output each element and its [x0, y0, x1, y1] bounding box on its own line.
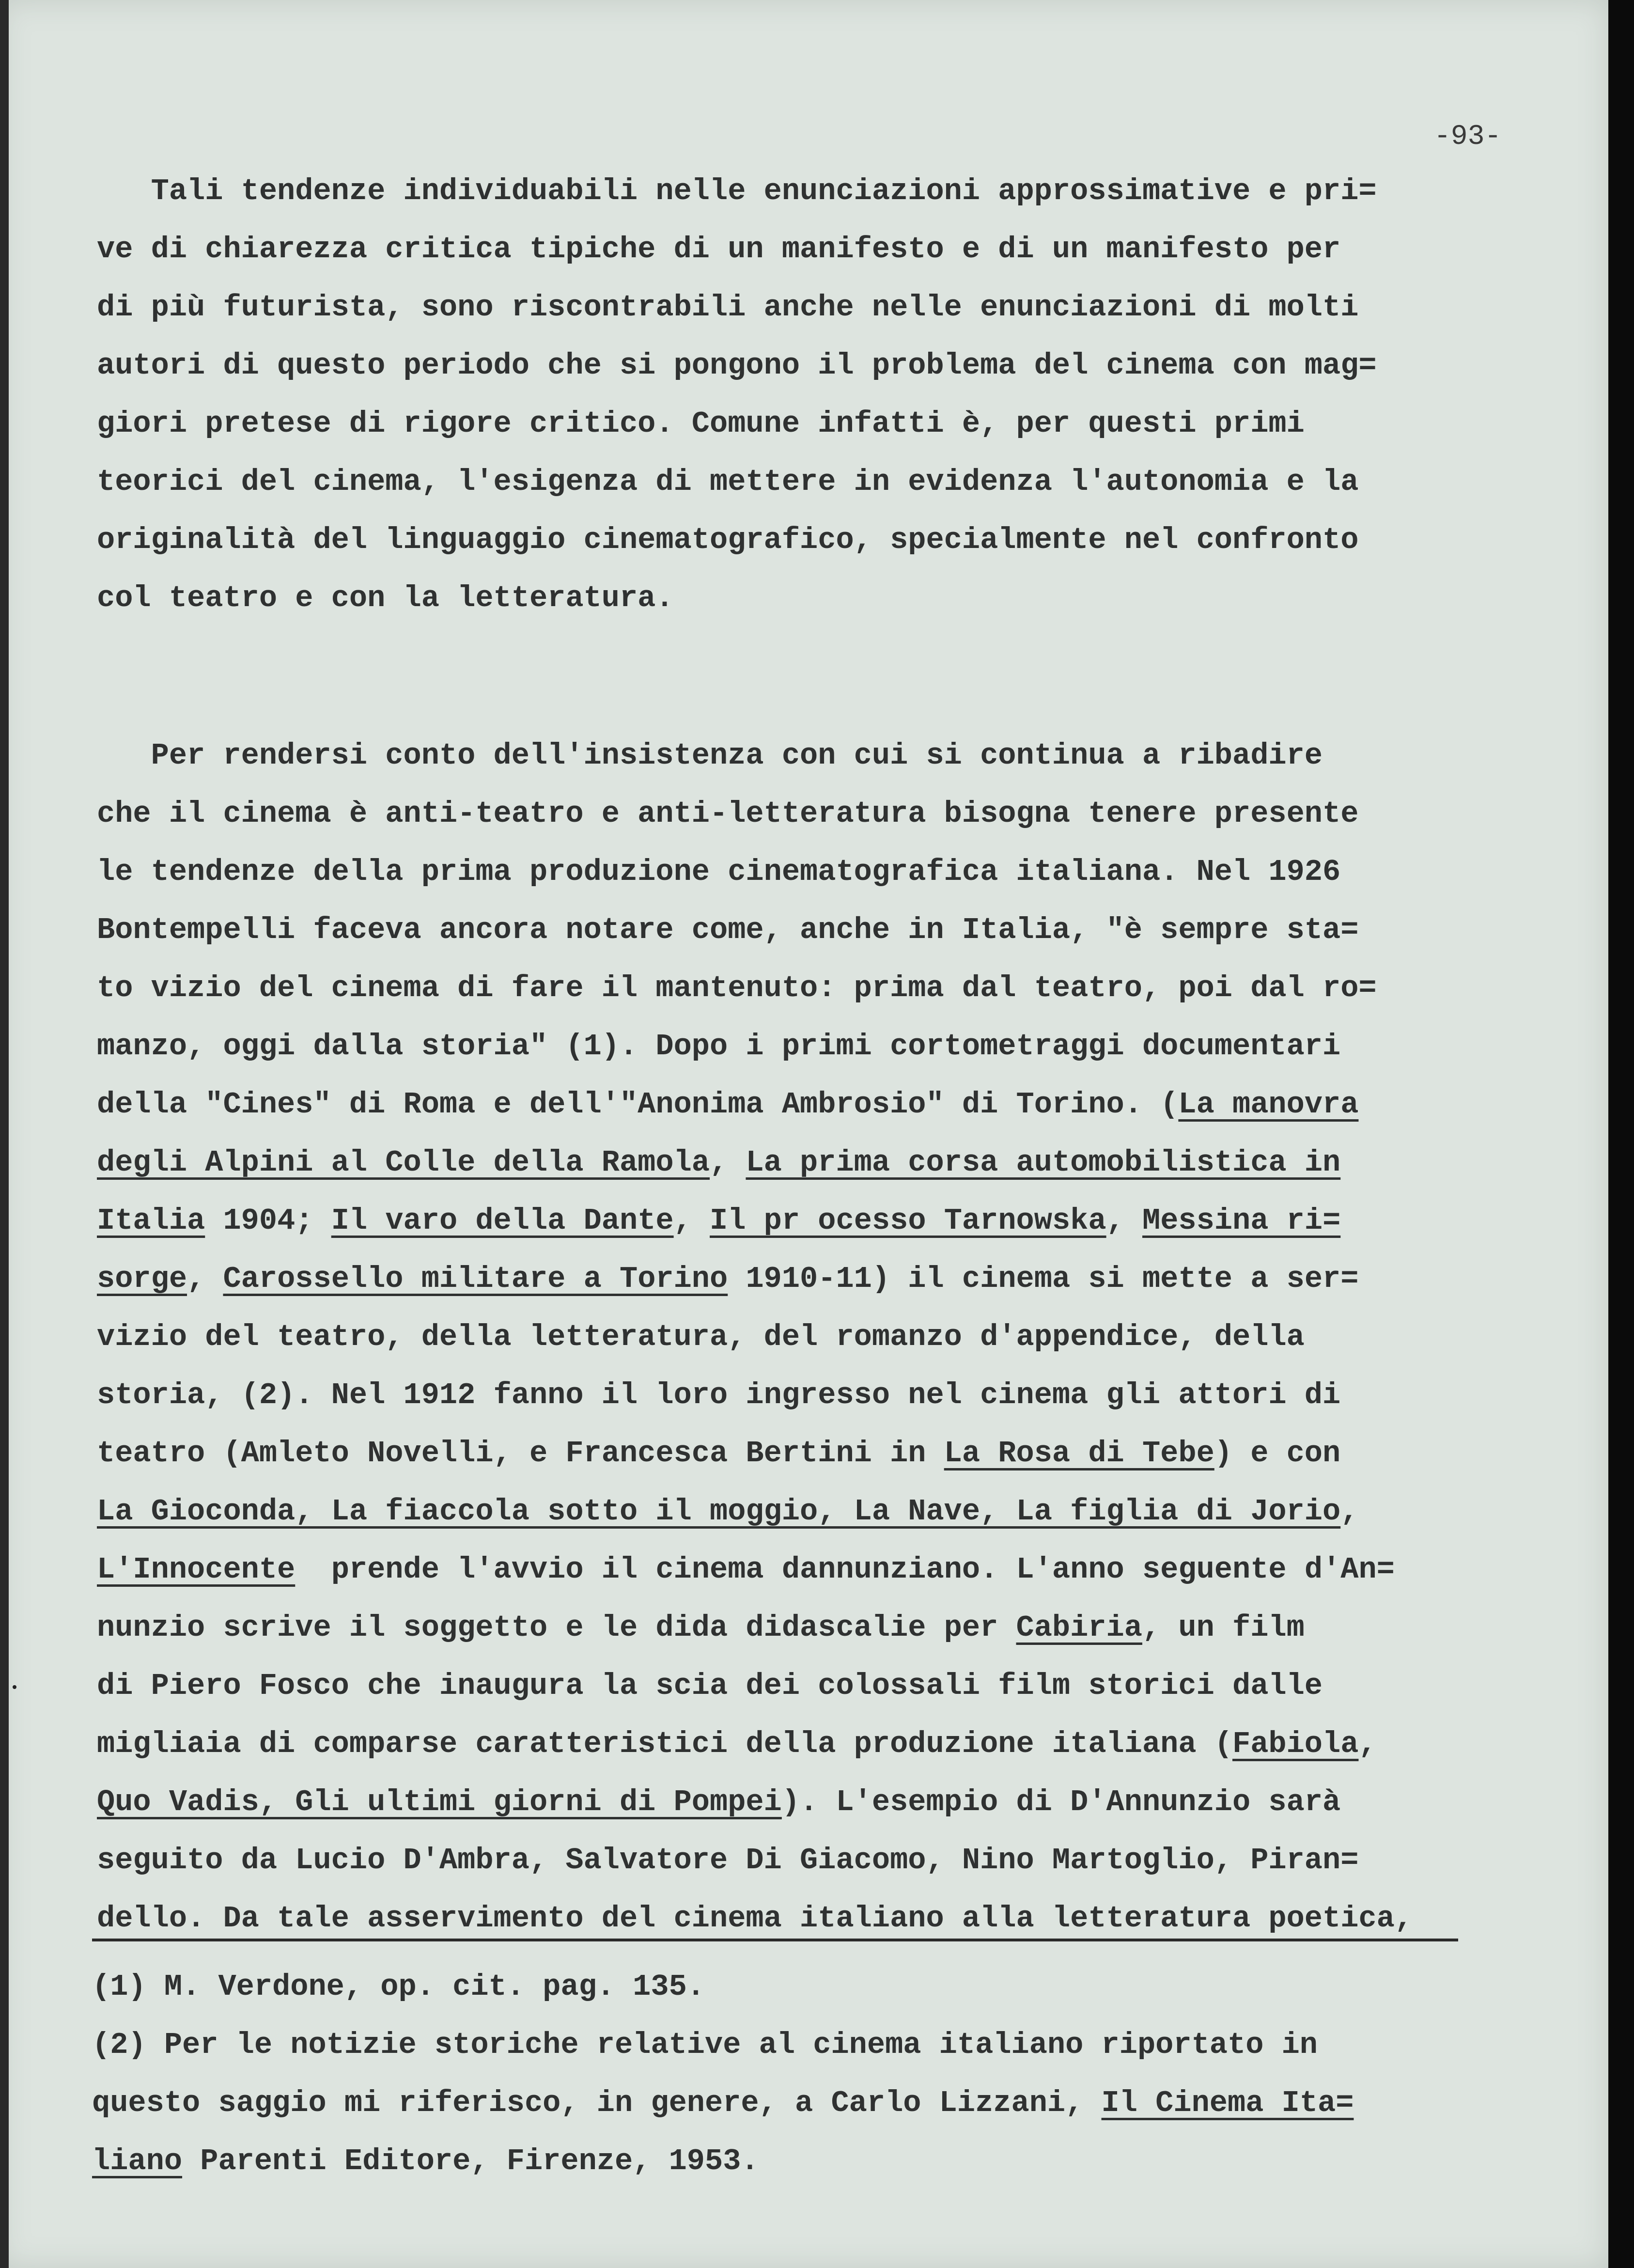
text-span: ,	[187, 1262, 223, 1296]
text-span: migliaia di comparse caratteristici della produzione italiana (	[97, 1727, 1232, 1761]
text-line	[97, 1715, 1511, 1773]
film-title: Il pr ocesso Tarnowska	[710, 1204, 1106, 1238]
page-edge-shadow	[0, 0, 9, 2268]
text-line	[97, 1773, 1511, 1831]
text-span: ,	[1358, 1727, 1377, 1761]
text-line: Bontempelli faceva ancora notare come, anche in Italia, "è sempre sta=	[97, 913, 1359, 947]
film-title: Messina ri=	[1142, 1204, 1341, 1238]
film-title: Italia	[97, 1204, 205, 1238]
text-line: manzo, oggi dalla storia" (1). Dopo i primi cortometraggi documentari	[97, 1029, 1341, 1064]
text-line	[97, 1483, 1511, 1541]
text-line: to vizio del cinema di fare il mantenuto: prima dal teatro, poi dal ro=	[97, 971, 1377, 1005]
book-title: Il Cinema Ita=	[1101, 2086, 1354, 2120]
film-title: Carossello militare a Torino	[223, 1262, 728, 1296]
text-line: dello. Da tale asservimento del cinema italiano alla letteratura poetica,	[97, 1901, 1413, 1936]
text-span: prende l'avvio il cinema dannunziano. L'anno seguente d'An=	[295, 1552, 1395, 1587]
text-line: col teatro e con la letteratura.	[97, 581, 674, 615]
text-span: ,	[1340, 1494, 1359, 1529]
paragraph-2	[97, 727, 1511, 1948]
text-line: le tendenze della prima produzione cinematografica italiana. Nel 1926	[97, 855, 1341, 889]
paragraph-1	[97, 162, 1511, 627]
film-title: L'Innocente	[97, 1552, 296, 1587]
page-number: -93-	[1434, 121, 1502, 153]
text-span: della "Cines" di Roma e dell'"Anonima Ambrosio" di Torino. (	[97, 1087, 1179, 1122]
text-span: 1910-11) il cinema si mette a ser=	[728, 1262, 1359, 1296]
footnote-2-cont	[92, 2075, 1507, 2133]
film-title: La Rosa di Tebe	[944, 1436, 1214, 1470]
text-line: Tali tendenze individuabili nelle enunciazioni approssimative e pri=	[97, 174, 1377, 208]
film-title: La manovra	[1178, 1087, 1359, 1122]
ink-speck	[13, 1685, 16, 1689]
paragraph-spacer	[97, 627, 1511, 727]
text-span: questo saggio mi riferisco, in genere, a Carlo Lizzani,	[92, 2086, 1102, 2120]
text-line	[97, 1134, 1511, 1192]
text-span: ) e con	[1214, 1436, 1341, 1470]
text-line: seguito da Lucio D'Ambra, Salvatore Di Giacomo, Nino Martoglio, Piran=	[97, 1843, 1359, 1877]
text-span: teatro (Amleto Novelli, e Francesca Bertini in	[97, 1436, 944, 1470]
text-line: di più futurista, sono riscontrabili anche nelle enunciazioni di molti	[97, 290, 1359, 325]
footnote-2: (2) Per le notizie storiche relative al cinema italiano riportato in	[92, 2028, 1318, 2062]
footnotes	[92, 1958, 1507, 2191]
film-title: Fabiola	[1232, 1727, 1359, 1761]
text-line: vizio del teatro, della letteratura, del romanzo d'appendice, della	[97, 1320, 1305, 1354]
text-span: ,	[1106, 1204, 1143, 1238]
text-line: storia, (2). Nel 1912 fanno il loro ingresso nel cinema gli attori di	[97, 1378, 1341, 1412]
footnote-separator	[92, 1939, 1458, 1941]
text-span: ). L'esempio di D'Annunzio sarà	[781, 1785, 1341, 1819]
text-line: Per rendersi conto dell'insistenza con cui si continua a ribadire	[97, 738, 1323, 773]
text-line: che il cinema è anti-teatro e anti-letteratura bisogna tenere presente	[97, 797, 1359, 831]
text-line	[97, 1599, 1511, 1657]
text-span: 1904;	[205, 1204, 331, 1238]
main-text	[97, 162, 1511, 1948]
text-line	[97, 1076, 1511, 1134]
text-span: ,	[710, 1145, 746, 1180]
film-title: Quo Vadis, Gli ultimi giorni di Pompei	[97, 1785, 782, 1819]
film-title: sorge	[97, 1262, 187, 1296]
text-line: giori pretese di rigore critico. Comune infatti è, per questi primi	[97, 407, 1305, 441]
text-line: teorici del cinema, l'esigenza di mettere in evidenza l'autonomia e la	[97, 465, 1359, 499]
text-line	[97, 1424, 1511, 1483]
text-line	[97, 1192, 1511, 1250]
text-span: ,	[673, 1204, 710, 1238]
film-title: degli Alpini al Colle della Ramola	[97, 1145, 710, 1180]
book-title: liano	[92, 2144, 183, 2178]
film-title: Il varo della Dante	[331, 1204, 674, 1238]
text-line	[97, 1541, 1511, 1599]
film-title: Cabiria	[1016, 1611, 1142, 1645]
text-line	[97, 1250, 1511, 1308]
film-title: La prima corsa automobilistica in	[746, 1145, 1341, 1180]
film-title: La Gioconda, La fiaccola sotto il moggio, La Nave, La figlia di Jorio	[97, 1494, 1341, 1529]
text-span: , un film	[1142, 1611, 1305, 1645]
text-span: nunzio scrive il soggetto e le dida didascalie per	[97, 1611, 1016, 1645]
text-line: autori di questo periodo che si pongono il problema del cinema con mag=	[97, 348, 1377, 383]
text-line: originalità del linguaggio cinematografico, specialmente nel confronto	[97, 523, 1359, 557]
footnote-2-cont	[92, 2133, 1507, 2191]
text-line: ve di chiarezza critica tipiche di un manifesto e di un manifesto per	[97, 232, 1341, 266]
footnote-1: (1) M. Verdone, op. cit. pag. 135.	[92, 1970, 705, 2004]
text-span: Parenti Editore, Firenze, 1953.	[182, 2144, 759, 2178]
text-line: di Piero Fosco che inaugura la scia dei colossali film storici dalle	[97, 1669, 1323, 1703]
